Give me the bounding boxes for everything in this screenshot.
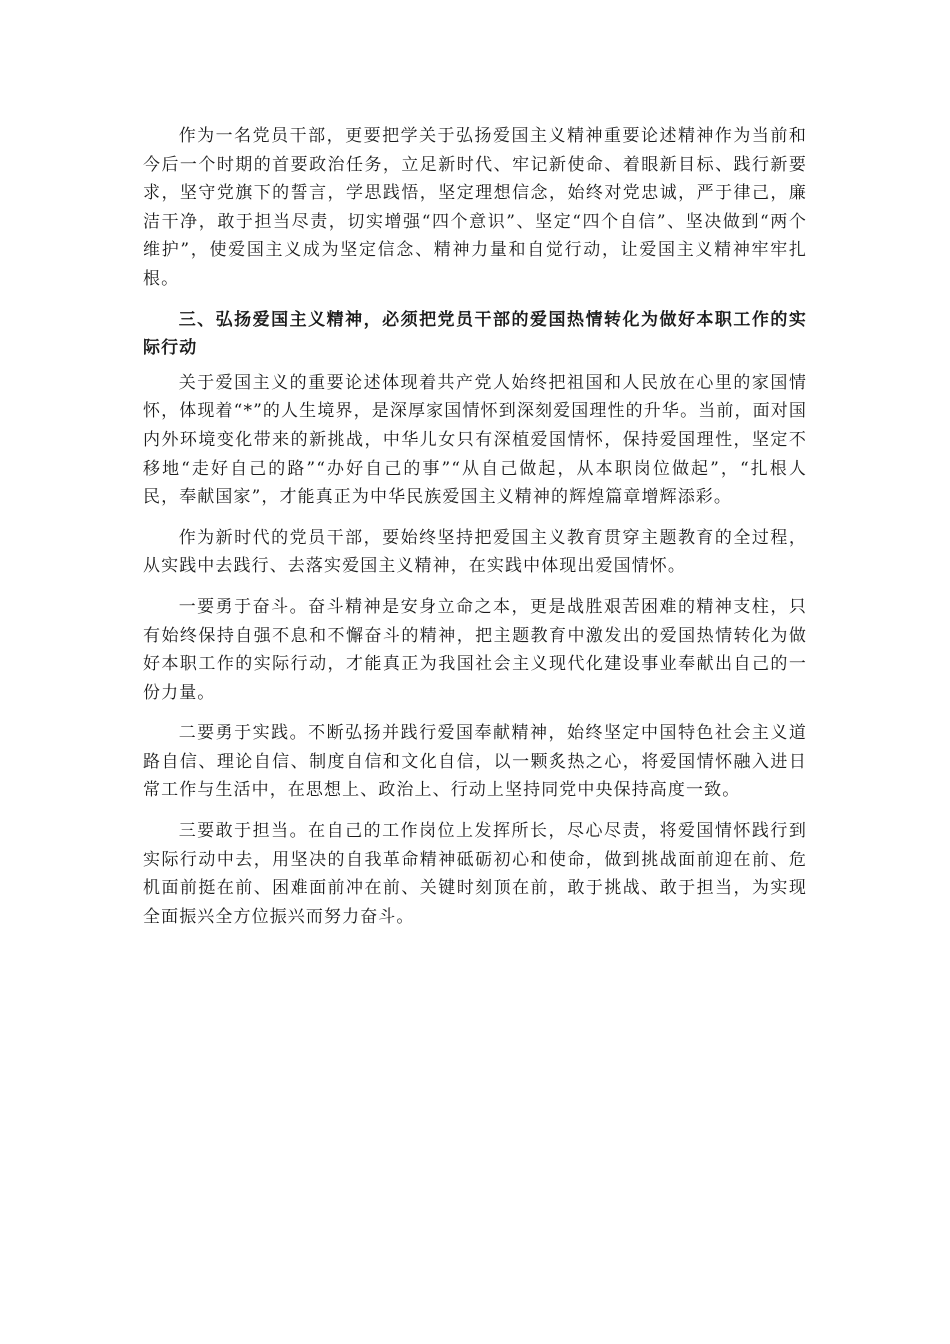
paragraph-practice: 二要勇于实践。不断弘扬并践行爱国奉献精神，始终坚定中国特色社会主义道路自信、理论自信、制度自信和文化自信，以一颗炙热之心，将爱国情怀融入进日常工作与生活中，在思想上、政治上、行动上坚持同党中央保持高度一致。 (143, 723, 807, 801)
document-page (143, 122, 807, 943)
paragraph-responsibility: 三要敢于担当。在自己的工作岗位上发挥所长，尽心尽责，将爱国情怀践行到实际行动中去，用坚决的自我革命精神砥砺初心和使命，做到挑战面前迎在前、危机面前挺在前、困难面前冲在前、关键时刻顶在前，敢于挑战、敢于担当，为实现全面振兴全方位振兴而努力奋斗。 (143, 821, 807, 927)
section-heading-three: 三、弘扬爱国主义精神，必须把党员干部的爱国热情转化为做好本职工作的实际行动 (143, 309, 807, 359)
paragraph-patriotism-discourse: 关于爱国主义的重要论述体现着共产党人始终把祖国和人民放在心里的家国情怀，体现着“*”的人生境界，是深厚家国情怀到深刻爱国理性的升华。当前，面对国内外环境变化带来的新挑战，中华儿女只有深植爱国情怀，保持爱国理性，坚定不移地“走好自己的路”“办好自己的事”“从自己做起，从本职岗位做起”，“扎根人民，奉献国家”，才能真正为中华民族爱国主义精神的辉煌篇章增辉添彩。 (143, 372, 807, 508)
paragraph-new-era-cadre: 作为新时代的党员干部，要始终坚持把爱国主义教育贯穿主题教育的全过程，从实践中去践行、去落实爱国主义精神，在实践中体现出爱国情怀。 (143, 527, 807, 577)
paragraph-strive: 一要勇于奋斗。奋斗精神是安身立命之本，更是战胜艰苦困难的精神支柱，只有始终保持自强不息和不懈奋斗的精神，把主题教育中激发出的爱国热情转化为做好本职工作的实际行动，才能真正为我国社会主义现代化建设事业奉献出自己的一份力量。 (143, 596, 807, 703)
paragraph-party-cadre: 作为一名党员干部，更要把学关于弘扬爱国主义精神重要论述精神作为当前和今后一个时期的首要政治任务，立足新时代、牢记新使命、着眼新目标、践行新要求，坚守党旗下的誓言，学思践悟，坚定理想信念，始终对党忠诚，严于律己，廉洁干净，敢于担当尽责，切实增强“四个意识”、坚定“四个自信”、坚决做到“两个维护”，使爱国主义成为坚定信念、精神力量和自觉行动，让爱国主义精神牢牢扎根。 (143, 126, 807, 289)
